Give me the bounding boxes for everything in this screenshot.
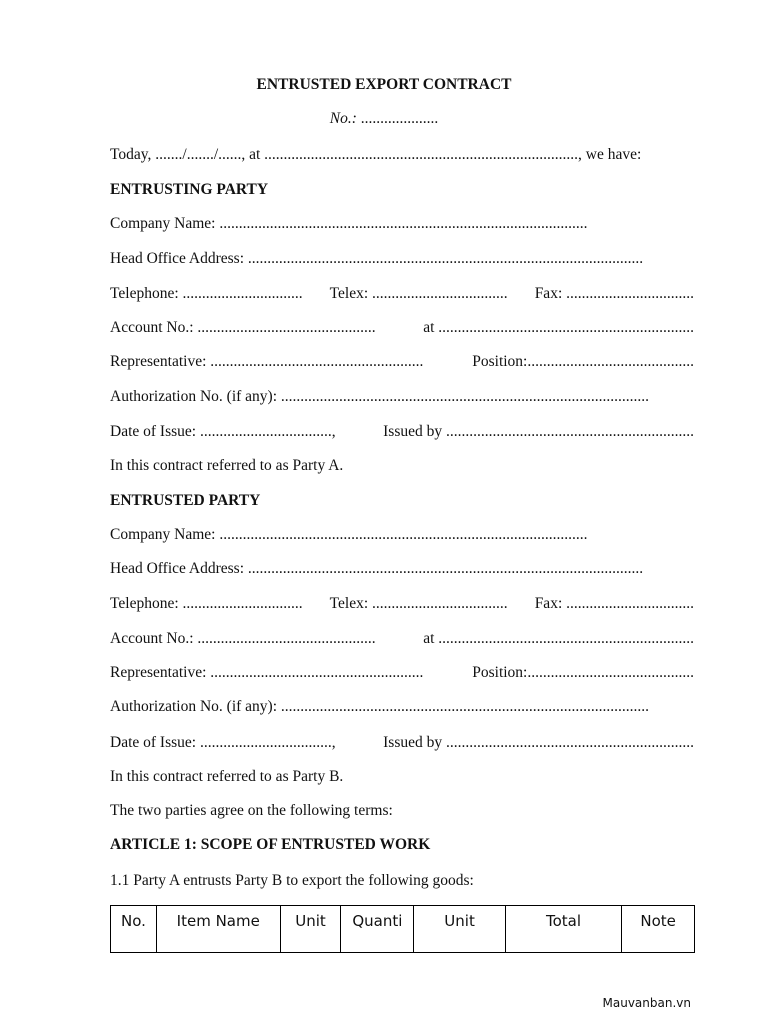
party-b-issued-by: Issued by ................................................................ — [383, 734, 694, 751]
party-b-company: Company Name: ............................................................................................... — [110, 526, 588, 543]
party-a-representative: Representative: ....................................................... — [110, 353, 424, 370]
party-b-heading: ENTRUSTED PARTY — [110, 492, 261, 509]
party-b-telex: Telex: ................................... — [329, 595, 508, 612]
party-a-position: Position:........................................... — [472, 353, 694, 370]
contract-number — [0, 110, 768, 128]
party-b-authorization: Authorization No. (if any): ............................................................................................... — [110, 698, 650, 715]
intro-line: Today, ......./......./......, at ................................................................................., we have: — [110, 146, 642, 163]
party-a-telex: Telex: ................................... — [329, 285, 508, 302]
party-b-telephone: Telephone: ............................... — [110, 595, 303, 612]
party-b-account-at: at .................................................................. — [423, 630, 694, 647]
col-unit: Unit — [280, 906, 341, 953]
party-a-representative-line — [110, 352, 694, 372]
party-b-date-issue: Date of Issue: .................................., — [110, 734, 336, 751]
party-b-address: Head Office Address: ...................................................................................................... — [110, 560, 644, 577]
party-a-date-issue: Date of Issue: .................................., — [110, 423, 336, 440]
party-a-contact-line — [110, 284, 694, 304]
party-a-address: Head Office Address: ...................................................................................................... — [110, 250, 644, 267]
contract-title: ENTRUSTED EXPORT CONTRACT — [256, 76, 512, 93]
party-a-issued-by: Issued by ................................................................ — [383, 423, 694, 440]
party-b-representative: Representative: ....................................................... — [110, 664, 424, 681]
clause-1-1: 1.1 Party A entrusts Party B to export the following goods: — [110, 872, 474, 889]
party-a-fax: Fax: ................................. — [534, 285, 694, 302]
article-1-heading: ARTICLE 1: SCOPE OF ENTRUSTED WORK — [110, 836, 431, 853]
party-b-representative-line — [110, 663, 694, 683]
party-b-contact-line — [110, 594, 694, 614]
party-a-telephone: Telephone: ............................... — [110, 285, 303, 302]
contract-number-label: No.: — [329, 110, 357, 127]
party-b-account-line — [110, 629, 694, 649]
party-a-authorization: Authorization No. (if any): ............................................................................................... — [110, 388, 650, 405]
party-a-account-at: at .................................................................. — [423, 319, 694, 336]
col-note: Note — [622, 906, 695, 953]
party-a-referred: In this contract referred to as Party A. — [110, 457, 344, 474]
footer-watermark: Mauvanban.vn — [602, 996, 691, 1010]
col-quantity: Quanti — [341, 906, 414, 953]
party-b-referred: In this contract referred to as Party B. — [110, 768, 344, 785]
party-b-fax: Fax: ................................. — [534, 595, 694, 612]
contract-number-value: .................... — [360, 110, 439, 127]
col-unit-price: Unit — [414, 906, 506, 953]
col-total: Total — [505, 906, 621, 953]
col-item-name: Item Name — [156, 906, 280, 953]
party-b-position: Position:........................................... — [472, 664, 694, 681]
party-a-issue-line — [110, 422, 694, 442]
party-b-issue-line — [110, 733, 694, 753]
goods-table — [110, 905, 695, 953]
goods-table-header-row — [111, 906, 695, 953]
party-a-account-line — [110, 318, 694, 338]
party-a-company: Company Name: ............................................................................................... — [110, 215, 588, 232]
agreement-line: The two parties agree on the following terms: — [110, 802, 393, 819]
col-no: No. — [111, 906, 157, 953]
party-a-account: Account No.: .............................................. — [110, 319, 376, 336]
party-b-account: Account No.: .............................................. — [110, 630, 376, 647]
party-a-heading: ENTRUSTING PARTY — [110, 181, 269, 198]
